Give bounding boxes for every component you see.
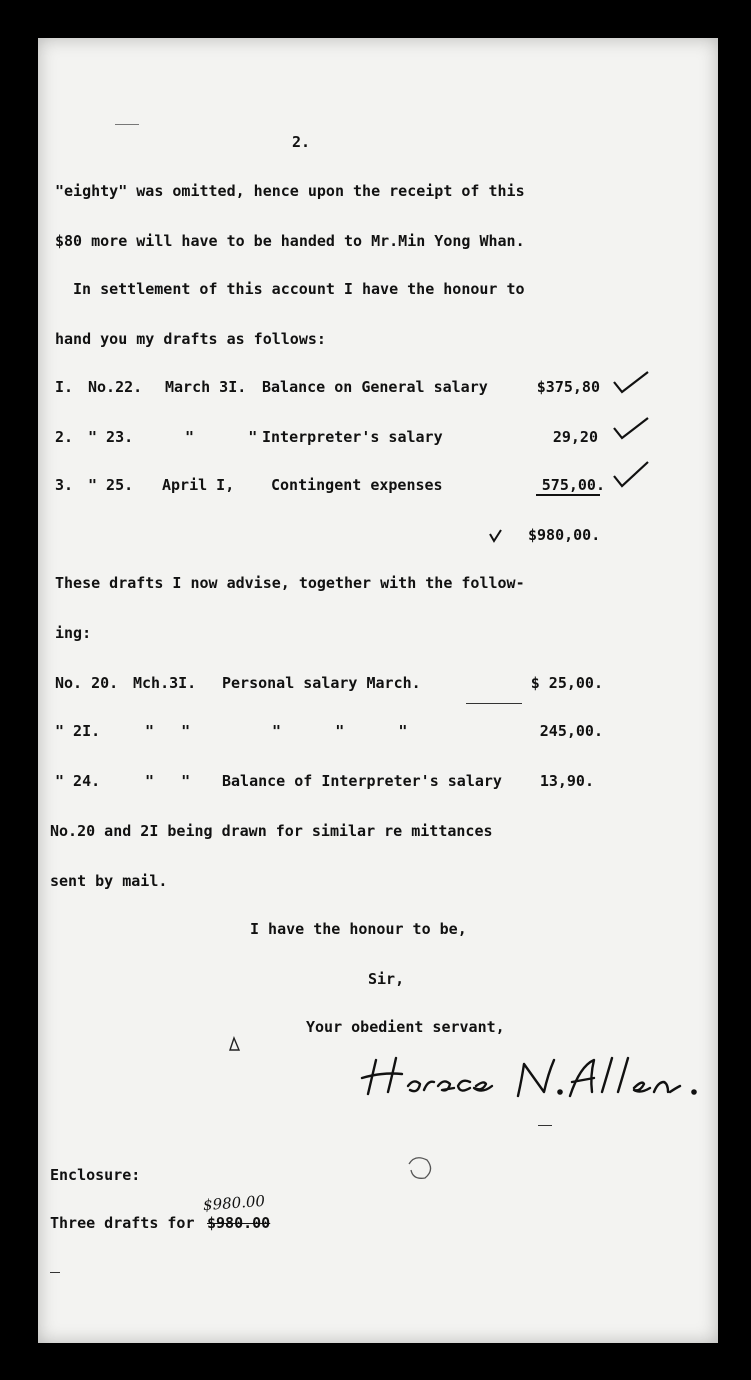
- paragraph-line: These drafts I now advise, together with the follow-: [55, 574, 525, 592]
- paragraph-line: hand you my drafts as follows:: [55, 330, 326, 348]
- underline-rule: [466, 703, 522, 704]
- paragraph-line: "eighty" was omitted, hence upon the receipt of this: [55, 182, 525, 200]
- draft-description: Contingent expenses: [271, 476, 443, 494]
- draft-date: March 3I.: [165, 378, 247, 396]
- checkmark-icon: [488, 528, 504, 544]
- advised-number: No. 20.: [55, 674, 119, 692]
- draft-index: 2.: [55, 428, 74, 446]
- advised-amount: 245,00.: [539, 722, 603, 740]
- advised-description: Balance of Interpreter's salary: [222, 772, 502, 790]
- signature-dash: [538, 1125, 552, 1126]
- draft-amount: $375,80: [536, 378, 600, 396]
- enclosure-handwritten-amount: $980.00: [202, 1191, 266, 1215]
- page-number: 2.: [292, 133, 311, 151]
- advised-amount: $ 25,00.: [530, 674, 603, 692]
- draft-description: Interpreter's salary: [262, 428, 443, 446]
- enclosure-text: Three drafts for: [50, 1214, 195, 1232]
- advised-amount: 13,90.: [539, 772, 594, 790]
- total-underline: [536, 494, 600, 496]
- draft-number: No.22.: [88, 378, 143, 396]
- handwritten-signature: [358, 1052, 708, 1112]
- advised-description: " " ": [272, 722, 408, 740]
- margin-dash: [50, 1272, 60, 1273]
- draft-description: Balance on General salary: [262, 378, 488, 396]
- draft-index: I.: [55, 378, 74, 396]
- drafts-total: $980,00.: [528, 526, 601, 544]
- draft-number: " 25.: [88, 476, 134, 494]
- draft-amount: 29,20: [552, 428, 598, 446]
- advised-date: Mch.3I.: [133, 674, 197, 692]
- closing-line: Your obedient servant,: [306, 1018, 505, 1036]
- advised-date: " ": [145, 722, 191, 740]
- draft-number: " 23.: [88, 428, 134, 446]
- advised-number: " 24.: [55, 772, 101, 790]
- draft-date: " ": [185, 428, 258, 446]
- draft-amount: 575,00.: [541, 476, 605, 494]
- draft-date: April I,: [162, 476, 235, 494]
- closing-salutation: Sir,: [368, 970, 405, 988]
- pencil-mark: [228, 1036, 242, 1052]
- paragraph-line: No.20 and 2I being drawn for similar re mittances: [50, 822, 493, 840]
- pencil-mark: [405, 1152, 435, 1182]
- closing-line: I have the honour to be,: [250, 920, 467, 938]
- enclosure-struck-amount: $980.00: [207, 1214, 271, 1232]
- advised-date: " ": [145, 772, 191, 790]
- paragraph-line: $80 more will have to be handed to Mr.Min Yong Whan.: [55, 232, 525, 250]
- paragraph-line: sent by mail.: [50, 872, 168, 890]
- draft-index: 3.: [55, 476, 74, 494]
- checkmark-icon: [612, 368, 652, 398]
- paragraph-line: ing:: [55, 624, 92, 642]
- enclosure-label: Enclosure:: [50, 1166, 141, 1184]
- advised-number: " 2I.: [55, 722, 101, 740]
- checkmark-icon: [612, 458, 652, 492]
- checkmark-icon: [612, 414, 652, 444]
- top-mark: [115, 124, 139, 125]
- paragraph-line: In settlement of this account I have the honour to: [73, 280, 525, 298]
- advised-description: Personal salary March.: [222, 674, 421, 692]
